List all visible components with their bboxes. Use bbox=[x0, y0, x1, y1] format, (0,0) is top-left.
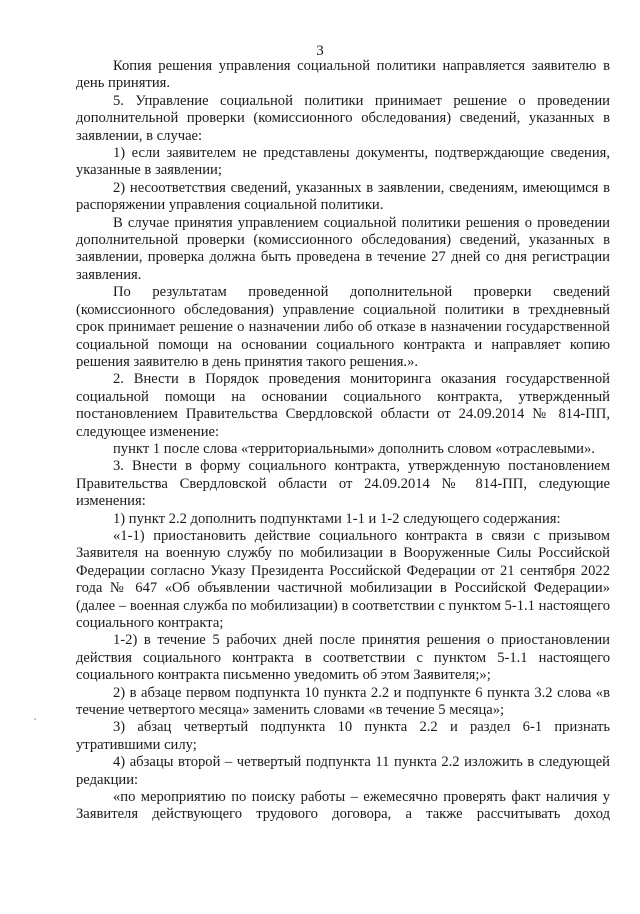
paragraph: Копия решения управления социальной политики направляется заявителю в день принятия. bbox=[76, 58, 610, 92]
paragraph: 3) абзац четвертый подпункта 10 пункта 2.2 и раздел 6-1 признать утратившими силу; bbox=[76, 719, 610, 753]
scan-artifact bbox=[34, 718, 36, 720]
paragraph: 4) абзацы второй – четвертый подпункта 11 пункта 2.2 изложить в следующей редакции: bbox=[76, 754, 610, 788]
page-number: 3 bbox=[316, 43, 324, 59]
paragraph: В случае принятия управлением социальной политики решения о проведении дополнительной проверки (комиссионного обследования) сведений, указанных в заявлении, проверка должна быть проведена в течение 27 дней со дня регистрации заявления. bbox=[76, 214, 610, 283]
paragraph: 2) в абзаце первом подпункта 10 пункта 2.2 и подпункте 6 пункта 3.2 слова «в течение четвертого месяца» заменить словами «в течение 5 месяца»; bbox=[76, 684, 610, 719]
paragraph: 5. Управление социальной политики принимает решение о проведении дополнительной проверки (комиссионного обследования) сведений, указанных в заявлении, в случае: bbox=[76, 92, 610, 144]
paragraph: «1-1) приостановить действие социального контракта в связи с призывом Заявителя на военную службу по мобилизации в Вооруженные Силы Российской Федерации согласно Указу Президента Российской Федерации от 21 сентября 2022 года № 647 «Об объявлении частичной мобилизации в Российской Федерации» (далее – военная служба по мобилизации) в соответствии с пунктом 5-1.1 настоящего социального контракта; bbox=[76, 527, 610, 631]
paragraph: 1-2) в течение 5 рабочих дней после принятия решения о приостановлении действия социального контракта в соответствии с пунктом 5-1.1 настоящего социального контракта письменно уведомить об этом Заявителя;»; bbox=[76, 632, 610, 684]
document-body bbox=[76, 58, 610, 824]
paragraph: пункт 1 после слова «территориальными» дополнить словом «отраслевыми». bbox=[113, 440, 595, 457]
paragraph: 3. Внести в форму социального контракта, утвержденную постановлением Правительства Свердловской области от 24.09.2014 № 814-ПП, следующие изменения: bbox=[76, 458, 610, 510]
paragraph: 1) пункт 2.2 дополнить подпунктами 1-1 и 1-2 следующего содержания: bbox=[113, 510, 561, 527]
paragraph: 2) несоответствия сведений, указанных в заявлении, сведениям, имеющимся в распоряжении управления социальной политики. bbox=[76, 179, 610, 214]
paragraph-continued: «по мероприятию по поиску работы – ежемесячно проверять факт наличия у Заявителя действующего трудового договора, а также рассчитывать доход bbox=[76, 789, 610, 823]
paragraph: 1) если заявителем не представлены документы, подтверждающие сведения, указанные в заявлении; bbox=[76, 145, 610, 179]
paragraph: По результатам проведенной дополнительной проверки сведений (комиссионного обследования) управление социальной политики в трехдневный срок принимает решение о назначении либо об отказе в назначении государственной социальной помощи на основании социального контракта и направляет копию решения заявителю в день принятия такого решения.». bbox=[76, 284, 610, 370]
paragraph: 2. Внести в Порядок проведения мониторинга оказания государственной социальной помощи на основании социального контракта, утвержденный постановлением Правительства Свердловской области от 24.09.2014 № 814-ПП, следующее изменение: bbox=[76, 371, 610, 440]
